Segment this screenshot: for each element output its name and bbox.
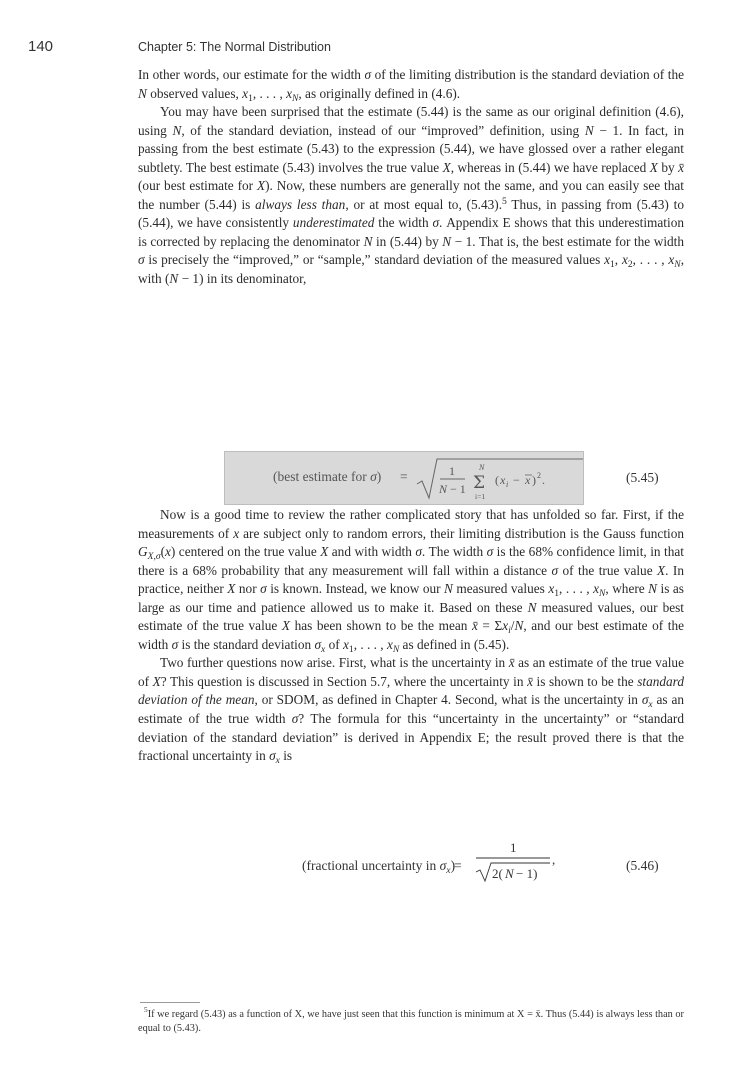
paragraph: Two further questions now arise. First, what is the uncertainty in x̄ as an estimate of the true value of X? This question is discussed in Section 5.7, where the uncertainty in x̄ is shown to be the standard deviation of the mean, or SDOM, as defined in Chapter 4. Second, what is the uncertainty in $\sigma_x$ as an estimate of the true width σ? The formula for this “uncertainty in the uncertainty” or “standard deviation of the standard deviation” is derived in Appendix E; the result proved there is that the fractional uncertainty in $\sigma_x$ is bbox=[138, 655, 685, 767]
sqrt-sum-formula bbox=[415, 456, 585, 502]
equation-5-45 bbox=[224, 451, 584, 505]
svg-text:− 1): − 1) bbox=[516, 866, 538, 881]
svg-text:i=1: i=1 bbox=[475, 492, 486, 501]
paragraph: In other words, our estimate for the width σ of the limiting distribution is the standard deviation of the N observed values, $x_1$, . . . , $x_N$, as originally defined in (4.6). bbox=[138, 67, 684, 104]
svg-text:(: ( bbox=[495, 473, 499, 487]
svg-text:x: x bbox=[525, 473, 531, 487]
equals-sign: = bbox=[454, 858, 462, 873]
equation-lhs: (fractional uncertainty in $\sigma_x$) bbox=[302, 858, 456, 876]
svg-text:i: i bbox=[506, 480, 509, 489]
fraction-formula bbox=[470, 836, 560, 886]
equals-sign: = bbox=[400, 469, 408, 484]
svg-text:1: 1 bbox=[510, 840, 517, 855]
equation-number: (5.45) bbox=[626, 470, 659, 485]
svg-text:2: 2 bbox=[537, 471, 541, 480]
body-text bbox=[138, 66, 684, 289]
svg-text:2(: 2( bbox=[492, 866, 503, 881]
svg-text:1: 1 bbox=[449, 464, 455, 478]
page-number: 140 bbox=[28, 38, 54, 55]
svg-text:x: x bbox=[500, 473, 506, 487]
svg-text:.: . bbox=[542, 473, 545, 487]
svg-text:N: N bbox=[505, 866, 514, 881]
svg-text:): ) bbox=[532, 473, 536, 487]
footnote-text: If we regard (5.43) as a function of X, we have just seen that this function is minimum at X = x̄. Thus (5.44) is always less than or equal to (5.43). bbox=[138, 1009, 684, 1034]
running-head: Chapter 5: The Normal Distribution bbox=[138, 40, 331, 54]
svg-text:N: N bbox=[439, 482, 448, 496]
svg-text:−: − bbox=[513, 473, 520, 487]
equation-number: (5.46) bbox=[626, 858, 659, 873]
svg-text:− 1: − 1 bbox=[450, 482, 466, 496]
svg-text:Σ: Σ bbox=[473, 473, 486, 493]
footnote-marker: 5 bbox=[144, 1005, 148, 1014]
equation-lhs: (best estimate for σ) bbox=[273, 469, 382, 484]
footnote bbox=[138, 1005, 684, 1036]
body-text bbox=[138, 506, 684, 766]
footnote-divider bbox=[140, 1002, 200, 1003]
svg-text:N: N bbox=[479, 463, 485, 472]
svg-text:,: , bbox=[552, 852, 556, 867]
paragraph: You may have been surprised that the estimate (5.44) is the same as our original definition (4.6), using N, of the standard deviation, instead of our “improved” definition, using N − 1. In fact, in passing from the best estimate (5.43) to the expression (5.44), we have glossed over a rather elegant subtlety. The best estimate (5.43) involves the true value X, whereas in (5.44) we have replaced X by x̄ (our best estimate for X). Now, these numbers are generally not the same, and you can easily see that the number (5.44) is always less than, or at most equal to, (5.43).$^5$ Thus, in passing from (5.43) to (5.44), we have consistently underestimated the width σ. Appendix E shows that this underestimation is corrected by replacing the denominator N in (5.44) by N − 1. That is, the best estimate for the width σ is precisely the “improved,” or “sample,” standard deviation of the measured values $x_1$, $x_2$, . . . , $x_N$, with (N − 1) in its denominator, bbox=[138, 104, 685, 287]
paragraph: Now is a good time to review the rather complicated story that has unfolded so far. First, if the measurements of x are subject only to random errors, their limiting distribution is the Gauss function $G_{X,\sigma}(x)$ centered on the true value X and with width σ. The width σ is the 68% confidence limit, in that there is a 68% probability that any measurement will fall within a distance σ of the true value X. In practice, neither X nor σ is known. Instead, we know our N measured values $x_1$, . . . , $x_N$, where N is as large as our time and patience allowed us to make it. Based on these N measured values, our best estimate of the true value X has been shown to be the mean x̄ = $\Sigma x_i/N$, and our best estimate of the width σ is the standard deviation $\sigma_x$ of $x_1$, . . . , $x_N$ as defined in (5.45). bbox=[138, 507, 685, 655]
